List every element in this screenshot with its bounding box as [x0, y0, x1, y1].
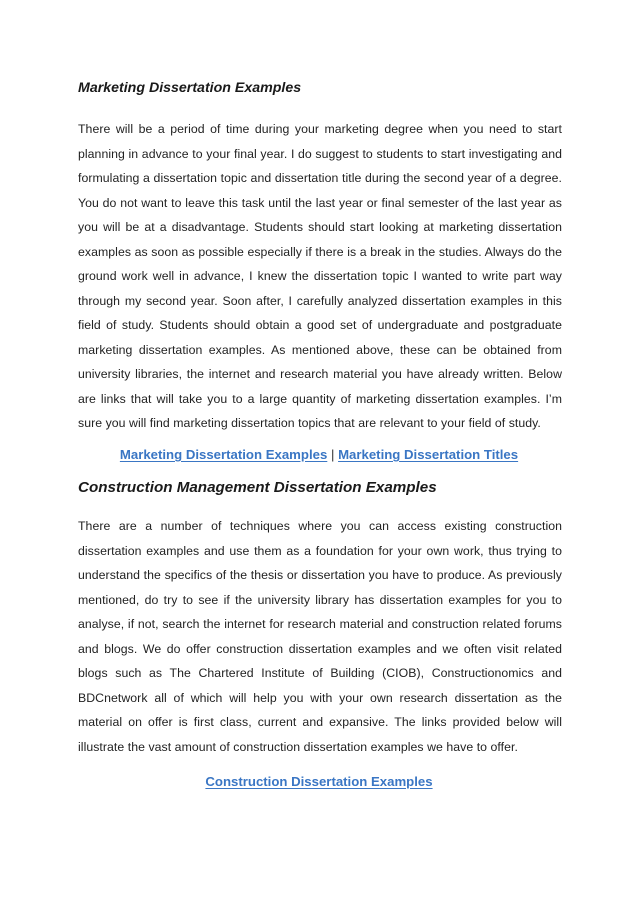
marketing-links-row	[0, 446, 638, 464]
marketing-dissertation-examples-link[interactable]: Marketing Dissertation Examples	[119, 447, 328, 462]
link-separator: |	[330, 447, 339, 462]
construction-links-row	[0, 773, 638, 791]
section-title-construction: Construction Management Dissertation Examples	[78, 479, 437, 496]
section-body-marketing: There will be a period of time during your marketing degree when you need to start planning in advance to your final year. I do suggest to students to start investigating and formulating a dissertation topic and dissertation title during the second year of a degree. You do not want to leave this task until the last year or final semester of the last year as you will be at a disadvantage. Students should start looking at marketing dissertation examples as soon as possible especially if there is a break in the studies. Always do the ground work well in advance, I knew the dissertation topic I wanted to write part way through my second year. Soon after, I carefully analyzed dissertation examples in this field of study. Students should obtain a good set of undergraduate and postgraduate marketing dissertation examples. As mentioned above, these can be obtained from university libraries, the internet and research material you have already written. Below are links that will take you to a large quantity of marketing dissertation examples. I’m sure you will find marketing dissertation topics that are relevant to your field of study.	[78, 122, 562, 430]
construction-dissertation-examples-link[interactable]: Construction Dissertation Examples	[205, 774, 433, 789]
marketing-dissertation-titles-link[interactable]: Marketing Dissertation Titles	[338, 447, 519, 462]
section-body-construction: There are a number of techniques where you can access existing construction dissertation examples and use them as a foundation for your own work, thus trying to understand the specifics of the thesis or dissertation you have to produce. As previously mentioned, do try to see if the university library has dissertation examples for you to analyse, if not, search the internet for research material and construction related forums and blogs. We do offer construction dissertation examples and we often visit related blogs such as The Chartered Institute of Building (CIOB), Constructionomics and BDCnetwork all of which will help you with your own research dissertation as the material on offer is first class, current and expansive. The links provided below will illustrate the vast amount of construction dissertation examples we have to offer.	[78, 519, 562, 754]
section-title-marketing: Marketing Dissertation Examples	[78, 80, 302, 96]
